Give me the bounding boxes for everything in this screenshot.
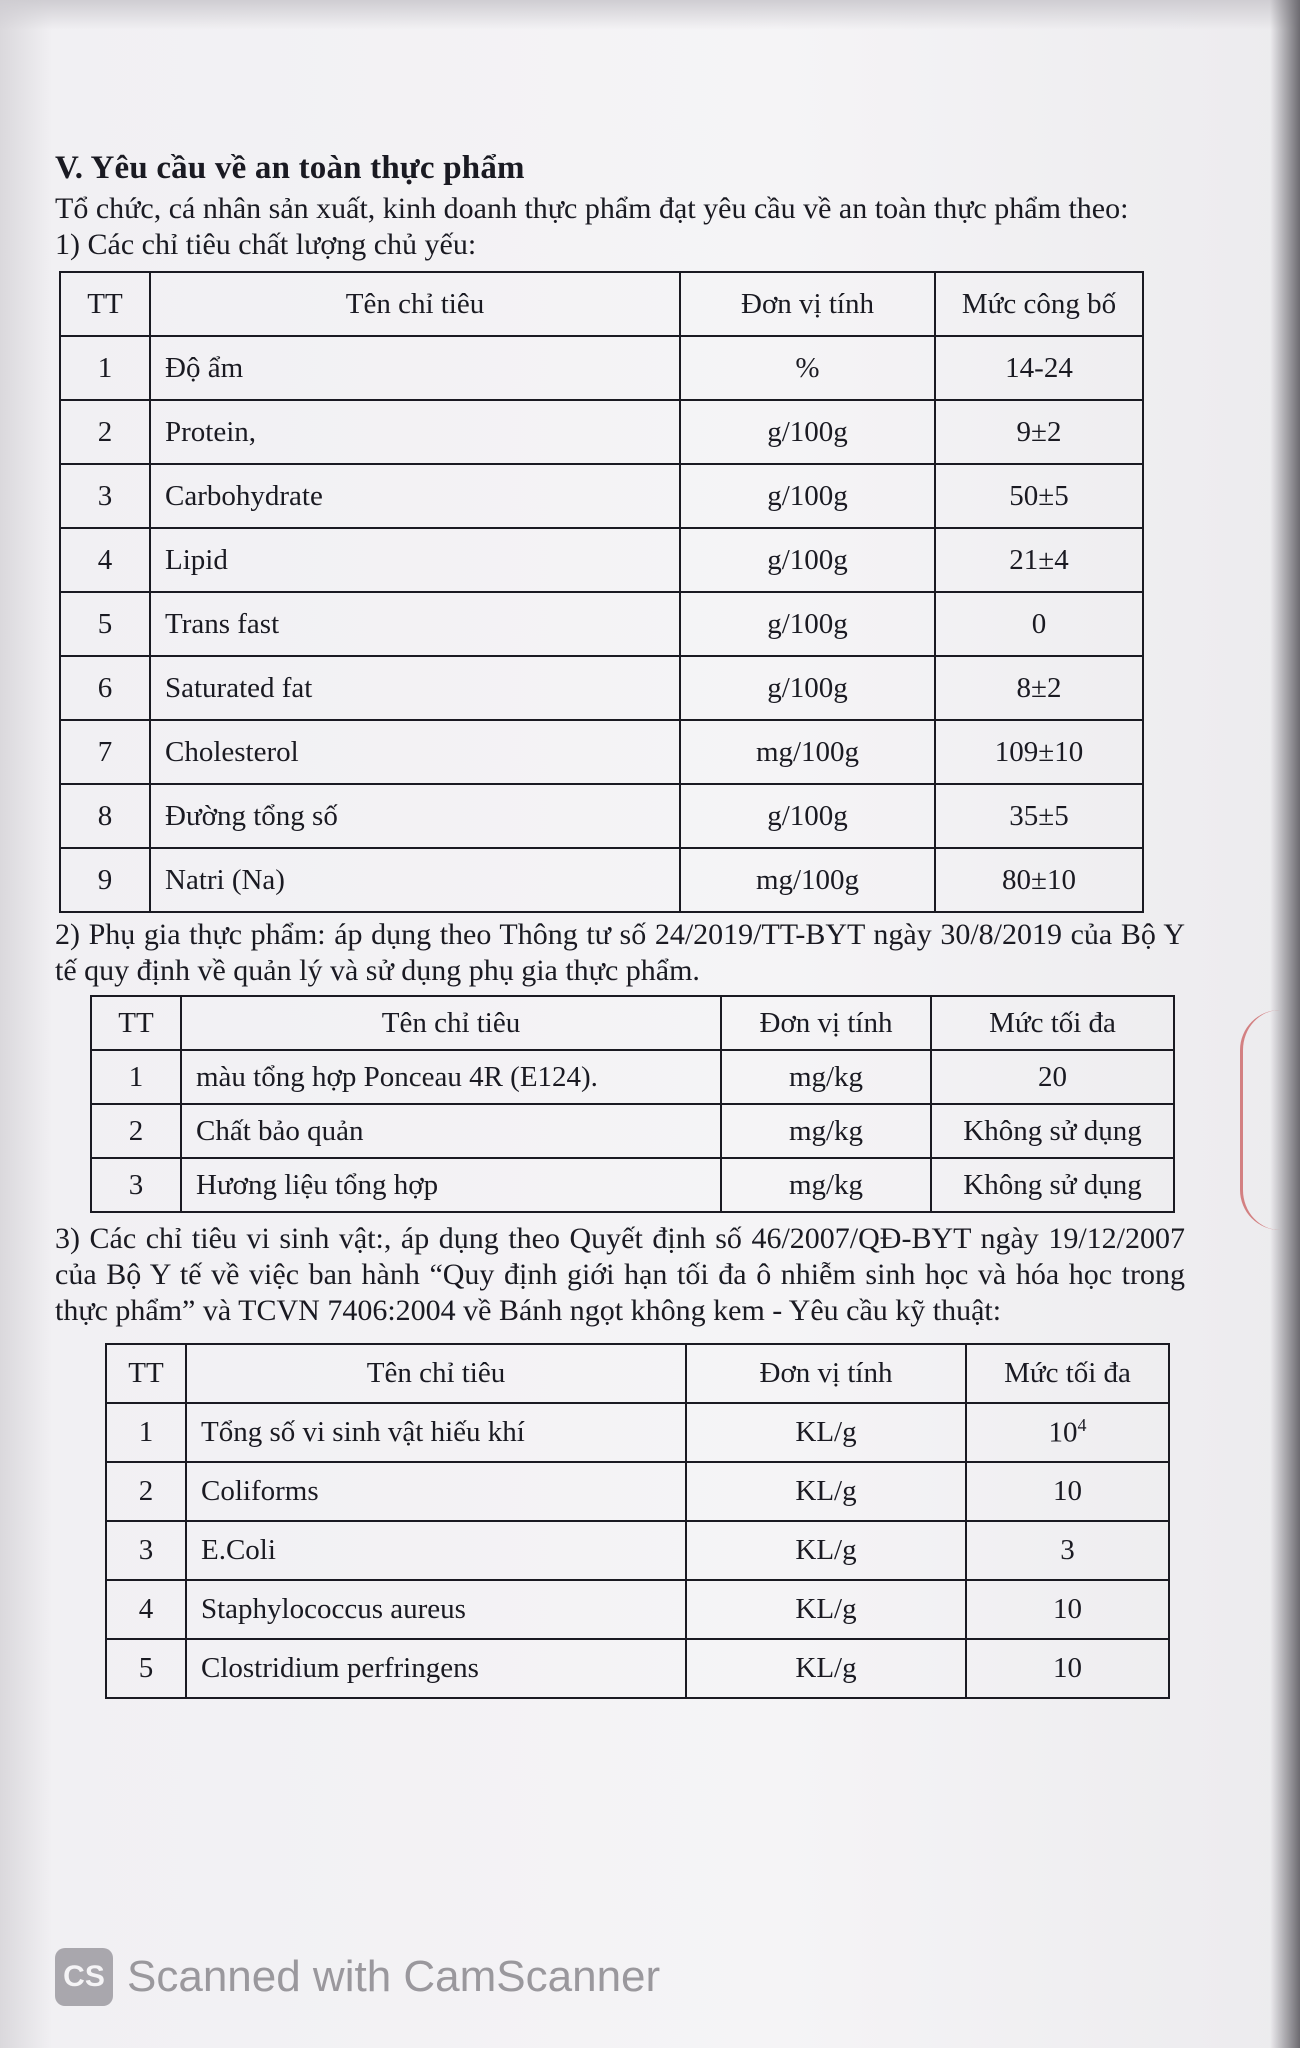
red-seal-arc (1240, 1010, 1283, 1230)
table-row (106, 1403, 1169, 1462)
cell-name: Natri (Na) (150, 848, 680, 912)
cell-value: Không sử dụng (931, 1104, 1174, 1158)
cell-unit: KL/g (686, 1639, 966, 1698)
cell-tt: 7 (60, 720, 150, 784)
cell-unit: KL/g (686, 1580, 966, 1639)
cell-value: 14-24 (935, 336, 1143, 400)
cell-tt: 2 (60, 400, 150, 464)
table-row (60, 848, 1143, 912)
cell-unit: KL/g (686, 1462, 966, 1521)
table-header-row (60, 272, 1143, 336)
section3-label: 3) Các chỉ tiêu vi sinh vật:, áp dụng theo Quyết định số 46/2007/QĐ-BYT ngày 19/12/2007 của Bộ Y tế về việc ban hành “Quy định giới hạn tối đa ô nhiễm sinh học và hóa học trong thực phẩm” và TCVN 7406:2004 về Bánh ngọt không kem - Yêu cầu kỹ thuật: (55, 1222, 1185, 1327)
header-unit: Đơn vị tính (721, 996, 931, 1050)
cell-value: 10 (966, 1639, 1169, 1698)
cell-tt: 5 (106, 1639, 186, 1698)
table-row (91, 1050, 1174, 1104)
cell-value: 9±2 (935, 400, 1143, 464)
cell-tt: 3 (60, 464, 150, 528)
cell-value: 10 (966, 1462, 1169, 1521)
cell-unit: mg/kg (721, 1158, 931, 1212)
cell-name: Độ ẩm (150, 336, 680, 400)
cell-value-exponent: 4 (1077, 1415, 1087, 1436)
cell-value: 109±10 (935, 720, 1143, 784)
table-header-row (91, 996, 1174, 1050)
table-row (106, 1580, 1169, 1639)
section2-label: 2) Phụ gia thực phẩm: áp dụng theo Thông tư số 24/2019/TT-BYT ngày 30/8/2019 của Bộ Y tế quy định về quản lý và sử dụng phụ gia thực phẩm. (55, 918, 1185, 987)
cell-value: 0 (935, 592, 1143, 656)
cell-name: Staphylococcus aureus (186, 1580, 686, 1639)
cell-tt: 1 (60, 336, 150, 400)
cell-name: Cholesterol (150, 720, 680, 784)
table-row (106, 1639, 1169, 1698)
header-max: Mức tối đa (931, 996, 1174, 1050)
cell-tt: 1 (106, 1403, 186, 1462)
cell-unit: mg/kg (721, 1104, 931, 1158)
table-row (60, 720, 1143, 784)
microbiological-indicators-table (105, 1343, 1170, 1699)
cell-tt: 4 (60, 528, 150, 592)
cell-tt: 3 (91, 1158, 181, 1212)
cell-tt: 3 (106, 1521, 186, 1580)
cell-unit: g/100g (680, 784, 935, 848)
cell-unit: mg/100g (680, 720, 935, 784)
table-row (60, 336, 1143, 400)
table-row (106, 1462, 1169, 1521)
header-tt: TT (91, 996, 181, 1050)
cell-name: Protein, (150, 400, 680, 464)
header-tt: TT (60, 272, 150, 336)
camscanner-logo-icon: CS (55, 1948, 113, 2006)
table-row (60, 656, 1143, 720)
cell-unit: mg/kg (721, 1050, 931, 1104)
food-additives-table (90, 995, 1175, 1213)
cell-unit: g/100g (680, 656, 935, 720)
header-max: Mức tối đa (966, 1344, 1169, 1403)
cell-value: 50±5 (935, 464, 1143, 528)
cell-unit: g/100g (680, 464, 935, 528)
header-name: Tên chỉ tiêu (181, 996, 721, 1050)
quality-indicators-table (59, 271, 1144, 913)
cell-tt: 1 (91, 1050, 181, 1104)
cell-value-base: 10 (1048, 1416, 1078, 1449)
table-header-row (106, 1344, 1169, 1403)
cell-name: Clostridium perfringens (186, 1639, 686, 1698)
watermark-text: Scanned with CamScanner (127, 1952, 661, 2001)
cell-value: 3 (966, 1521, 1169, 1580)
cell-tt: 6 (60, 656, 150, 720)
cell-name: Saturated fat (150, 656, 680, 720)
cell-name: Trans fast (150, 592, 680, 656)
cell-unit: KL/g (686, 1521, 966, 1580)
document-body (55, 150, 1185, 1699)
header-unit: Đơn vị tính (686, 1344, 966, 1403)
section1-label: 1) Các chỉ tiêu chất lượng chủ yếu: (55, 228, 477, 261)
table-row (60, 592, 1143, 656)
page-top-shadow (0, 0, 1300, 30)
cell-unit: g/100g (680, 528, 935, 592)
cell-name: Carbohydrate (150, 464, 680, 528)
header-name: Tên chỉ tiêu (186, 1344, 686, 1403)
table-row (60, 400, 1143, 464)
cell-value: 10 (966, 1580, 1169, 1639)
cell-value (966, 1403, 1169, 1462)
cell-value: Không sử dụng (931, 1158, 1174, 1212)
cell-tt: 2 (91, 1104, 181, 1158)
header-name: Tên chỉ tiêu (150, 272, 680, 336)
cell-value: 20 (931, 1050, 1174, 1104)
cell-value: 35±5 (935, 784, 1143, 848)
table-row (60, 528, 1143, 592)
header-level: Mức công bố (935, 272, 1143, 336)
cell-value: 80±10 (935, 848, 1143, 912)
cell-name: Đường tổng số (150, 784, 680, 848)
table-row (91, 1158, 1174, 1212)
cell-unit: % (680, 336, 935, 400)
cell-tt: 9 (60, 848, 150, 912)
cell-unit: KL/g (686, 1403, 966, 1462)
cell-unit: g/100g (680, 400, 935, 464)
cell-tt: 2 (106, 1462, 186, 1521)
cell-tt: 5 (60, 592, 150, 656)
header-unit: Đơn vị tính (680, 272, 935, 336)
table-row (106, 1521, 1169, 1580)
cell-value: 8±2 (935, 656, 1143, 720)
camscanner-watermark (55, 1948, 660, 2006)
cell-value: 21±4 (935, 528, 1143, 592)
cell-name: E.Coli (186, 1521, 686, 1580)
cell-name: Tổng số vi sinh vật hiếu khí (186, 1403, 686, 1462)
cell-name: Hương liệu tổng hợp (181, 1158, 721, 1212)
table-row (60, 464, 1143, 528)
cell-unit: g/100g (680, 592, 935, 656)
red-stamp-mark (1250, 580, 1280, 860)
cell-unit: mg/100g (680, 848, 935, 912)
header-tt: TT (106, 1344, 186, 1403)
cell-name: Coliforms (186, 1462, 686, 1521)
cell-name: màu tổng hợp Ponceau 4R (E124). (181, 1050, 721, 1104)
table-row (60, 784, 1143, 848)
intro-paragraph: Tổ chức, cá nhân sản xuất, kinh doanh thực phẩm đạt yêu cầu về an toàn thực phẩm theo: (55, 192, 1129, 225)
table-row (91, 1104, 1174, 1158)
cell-name: Lipid (150, 528, 680, 592)
section-heading: V. Yêu cầu về an toàn thực phẩm (55, 150, 525, 186)
cell-tt: 4 (106, 1580, 186, 1639)
cell-tt: 8 (60, 784, 150, 848)
cell-name: Chất bảo quản (181, 1104, 721, 1158)
